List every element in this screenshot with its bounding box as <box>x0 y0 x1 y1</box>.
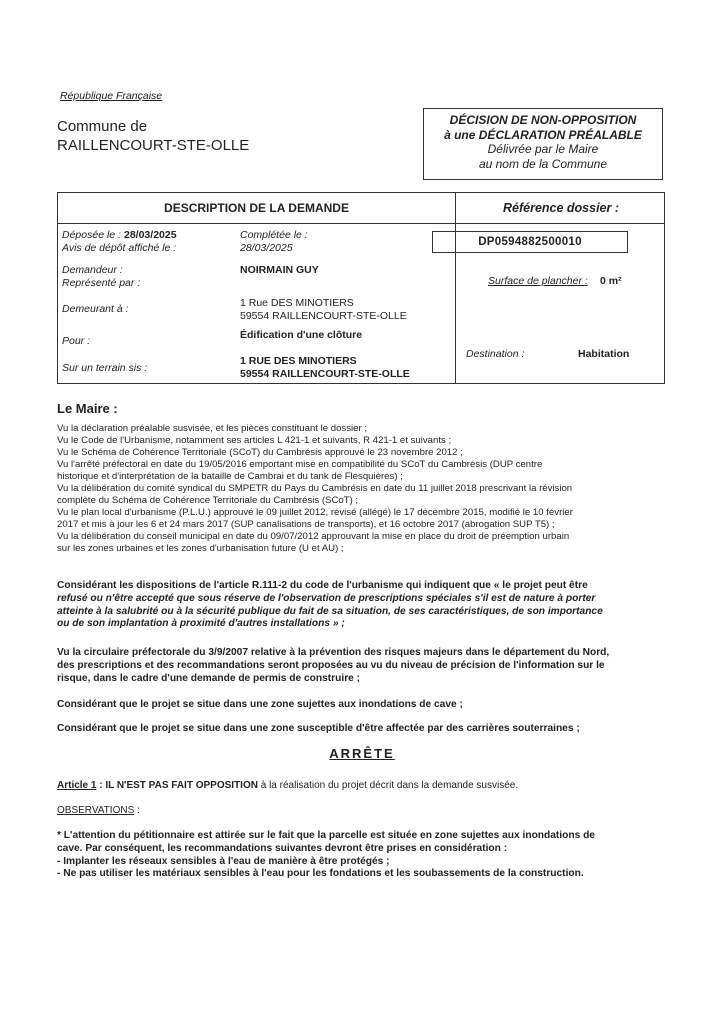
circulaire-line: des prescriptions et des recommandations seront proposées au vu du niveau de précision de l'information sur le <box>57 659 605 671</box>
vu-line: historique et d'interprétation de la bataille de Cambrai et du tank de Flesquières) ; <box>57 471 403 482</box>
circulaire-line: risque, dans le cadre d'une demande de permis de construire ; <box>57 672 361 684</box>
pour-value: Édification d'une clôture <box>240 329 363 341</box>
considerant-cave: Considérant que le projet se situe dans une zone sujettes aux inondations de cave ; <box>57 699 463 710</box>
decision-issuer-2: au nom de la Commune <box>478 156 608 171</box>
deposee-value: 28/03/2025 <box>124 229 177 241</box>
demandeur-value: NOIRMAIN GUY <box>240 264 319 276</box>
considerant-r111 <box>57 580 677 631</box>
demandeur-label: Demandeur : <box>62 264 123 276</box>
completee-value: 28/03/2025 <box>240 242 293 254</box>
terrain-line2: 59554 RAILLENCOURT-STE-OLLE <box>240 368 410 380</box>
terrain-label: Sur un terrain sis : <box>62 362 148 374</box>
considerant-carrieres: Considérant que le projet se situe dans une zone susceptible d'être affectée par des carrières souterraines ; <box>57 723 580 734</box>
demeurant-label: Demeurant à : <box>62 303 129 315</box>
circulaire-paragraph <box>57 647 677 685</box>
decision-issuer: Délivrée par le Maire <box>487 142 599 156</box>
republique-francaise: République Française <box>60 90 163 102</box>
vu-line: sur les zones urbaines et les zones d'urbanisation future (U et AU) ; <box>57 543 344 554</box>
article-1 <box>57 780 677 792</box>
r111-line: ou de son implantation à proximité d'autres installations » ; <box>57 618 345 630</box>
represente-label: Représenté par : <box>62 277 141 289</box>
article-text: à la réalisation du projet décrit dans la demande susvisée. <box>257 780 519 791</box>
decision-subtitle: à une DÉCLARATION PRÉALABLE <box>444 127 642 142</box>
avis-label: Avis de dépôt affiché le : <box>62 242 177 254</box>
vu-line: 2017 et mis à jour les 6 et 24 mars 2017 (SUP canalisations de transports), et 16 octobre 2017 (abrogation SUP T5) ; <box>57 519 555 530</box>
observations-colon: : <box>134 805 140 816</box>
r111-line: Considérant les dispositions de l'article R.111-2 du code de l'urbanisme qui indiquent que « le projet peut être <box>57 580 588 591</box>
request-box <box>57 192 665 384</box>
deposee-label: Déposée le : <box>62 229 121 241</box>
vu-line: Vu l'arrêté préfectoral en date du 19/05/2016 emportant mise en compatibilité du SCoT du Cambrésis (DUP centre <box>57 459 543 470</box>
r111-line: atteinte à la salubrité ou à la sécurité publique du fait de sa situation, de ses caractéristiques, de son importance <box>57 605 603 617</box>
pour-label: Pour : <box>62 335 91 347</box>
demeurant-line2: 59554 RAILLENCOURT-STE-OLLE <box>240 310 407 322</box>
vu-list <box>57 423 677 555</box>
observations-list <box>57 830 682 881</box>
observation-line: * L'attention du pétitionnaire est attirée sur le fait que la parcelle est située en zone sujettes aux inondations de <box>57 830 595 841</box>
vu-line: Vu la délibération du conseil municipal en date du 09/07/2012 approuvant la mise en place du droit de préemption urbain <box>57 531 570 542</box>
vu-line: complète du Schéma de Cohérence Territoriale du Cambrésis (SCoT) ; <box>57 495 359 506</box>
terrain-line1: 1 RUE DES MINOTIERS <box>240 355 357 367</box>
article-decision: : IL N'EST PAS FAIT OPPOSITION <box>96 780 258 791</box>
arrete-title: ARRÊTE <box>329 746 395 761</box>
commune-line2: RAILLENCOURT-STE-OLLE <box>57 137 250 154</box>
column-divider <box>455 193 456 383</box>
vu-line: Vu la délibération du comité syndical du SMPETR du Pays du Cambrésis en date du 11 juillet 2018 prescrivant la révision <box>57 483 573 494</box>
header-divider <box>58 223 664 224</box>
decision-box <box>423 108 663 180</box>
observation-line: - Implanter les réseaux sensibles à l'eau de manière à être protégés ; <box>57 855 390 867</box>
commune-line1: Commune de <box>57 118 148 135</box>
observations-label: OBSERVATIONS <box>57 805 135 816</box>
reference-title: Référence dossier : <box>502 201 620 215</box>
destination-label: Destination : <box>466 348 525 360</box>
completee-label: Complétée le : <box>240 229 308 241</box>
dossier-number: DP0594882500010 <box>432 231 628 253</box>
article-label: Article 1 <box>57 780 97 791</box>
surface-value: 0 m² <box>600 275 622 287</box>
r111-line: refusé ou n'être accepté que sous réserve de l'observation de prescriptions spéciales s'il est de nature à porter <box>57 592 596 604</box>
surface-label: Surface de plancher : <box>488 275 588 287</box>
observation-line: - Ne pas utiliser les matériaux sensibles à l'eau pour les fondations et les soubassements de la construction. <box>57 868 584 880</box>
description-title: DESCRIPTION DE LA DEMANDE <box>164 201 349 215</box>
decision-title: DÉCISION DE NON-OPPOSITION <box>449 113 637 127</box>
maire-title: Le Maire : <box>57 401 118 416</box>
demeurant-line1: 1 Rue DES MINOTIERS <box>240 297 354 309</box>
destination-value: Habitation <box>578 348 630 360</box>
commune-name <box>57 117 249 155</box>
vu-line: Vu la déclaration préalable susvisée, et les pièces constituant le dossier ; <box>57 423 368 434</box>
circulaire-line: Vu la circulaire préfectorale du 3/9/2007 relative à la prévention des risques majeurs dans le département du Nord, <box>57 647 610 658</box>
vu-line: Vu le Schéma de Cohérence Territoriale (SCoT) du Cambrésis approuvé le 23 novembre 2012 ; <box>57 447 463 458</box>
vu-line: Vu le Code de l'Urbanisme, notamment ses articles L 421-1 et suivants, R 421-1 et suivants ; <box>57 435 452 446</box>
observation-line: cave. Par conséquent, les recommandations suivantes devront être prises en considération : <box>57 842 508 854</box>
observations-heading <box>57 805 140 817</box>
vu-line: Vu le plan local d'urbanisme (P.L.U.) approuvé le 09 juillet 2012, révisé (allégé) le 17 décembre 2015, modifié le 10 février <box>57 507 573 518</box>
